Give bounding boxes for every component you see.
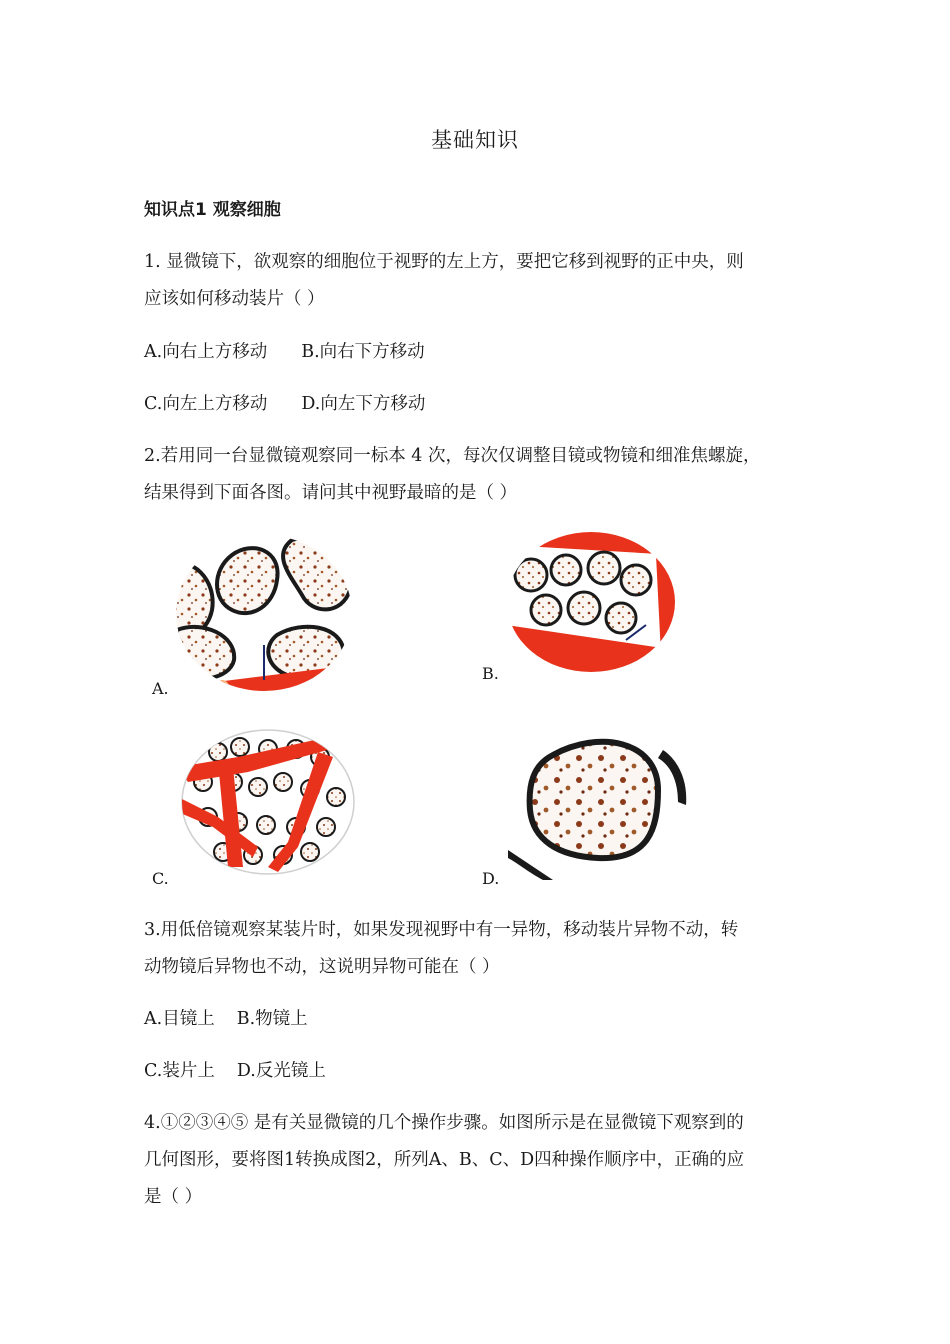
q2-stem-line2: 结果得到下面各图。请问其中视野最暗的是（ ） bbox=[144, 483, 518, 503]
q3-options-row2 bbox=[144, 1057, 326, 1082]
micrograph-d-image bbox=[508, 730, 688, 880]
q1-options-row2 bbox=[144, 390, 425, 415]
micrograph-c-image bbox=[178, 727, 358, 877]
q2-option-a[interactable] bbox=[150, 535, 360, 705]
q4-stem-line3: 是（ ） bbox=[144, 1187, 203, 1207]
q2-option-d[interactable] bbox=[480, 730, 695, 890]
micrograph-a-image bbox=[172, 535, 362, 695]
q4-stem-line1: 4.①②③④⑤ 是有关显微镜的几个操作步骤。如图所示是在显微镜下观察到的 bbox=[144, 1113, 744, 1133]
q2-label-c: C. bbox=[152, 869, 169, 888]
q1-option-a[interactable]: A.向右上方移动 bbox=[144, 342, 268, 362]
q3-stem-line2: 动物镜后异物也不动，这说明异物可能在（ ） bbox=[144, 957, 500, 977]
q1-option-b[interactable]: B.向右下方移动 bbox=[301, 342, 425, 362]
micrograph-b-image bbox=[506, 530, 676, 675]
q1-stem-line2: 应该如何移动装片（ ） bbox=[144, 289, 325, 309]
q2-label-d: D. bbox=[482, 869, 500, 888]
q3-option-c[interactable]: C.装片上 bbox=[144, 1061, 215, 1081]
page-title: 基础知识 bbox=[431, 128, 519, 152]
q2-option-b[interactable] bbox=[480, 530, 690, 690]
q4-stem-line2: 几何图形，要将图1转换成图2，所列A、B、C、D四种操作顺序中，正确的应 bbox=[144, 1150, 745, 1170]
q1-options-row1 bbox=[144, 338, 425, 363]
q1-option-c[interactable]: C.向左上方移动 bbox=[144, 394, 268, 414]
q2-option-c[interactable] bbox=[150, 725, 360, 890]
q3-option-a[interactable]: A.目镜上 bbox=[144, 1009, 215, 1029]
q3-option-d[interactable]: D.反光镜上 bbox=[236, 1061, 326, 1081]
q2-stem-line1: 2.若用同一台显微镜观察同一标本 4 次，每次仅调整目镜或物镜和细准焦螺旋， bbox=[144, 446, 761, 466]
q3-stem-line1: 3.用低倍镜观察某装片时，如果发现视野中有一异物，移动装片异物不动，转 bbox=[144, 920, 739, 940]
section-heading: 知识点1 观察细胞 bbox=[144, 200, 281, 220]
q2-label-b: B. bbox=[482, 664, 499, 683]
q3-options-row1 bbox=[144, 1005, 308, 1030]
q1-stem-line1: 1. 显微镜下，欲观察的细胞位于视野的左上方，要把它移到视野的正中央，则 bbox=[144, 252, 744, 272]
q2-label-a: A. bbox=[152, 679, 169, 698]
q1-option-d[interactable]: D.向左下方移动 bbox=[301, 394, 426, 414]
q3-option-b[interactable]: B.物镜上 bbox=[236, 1009, 308, 1029]
